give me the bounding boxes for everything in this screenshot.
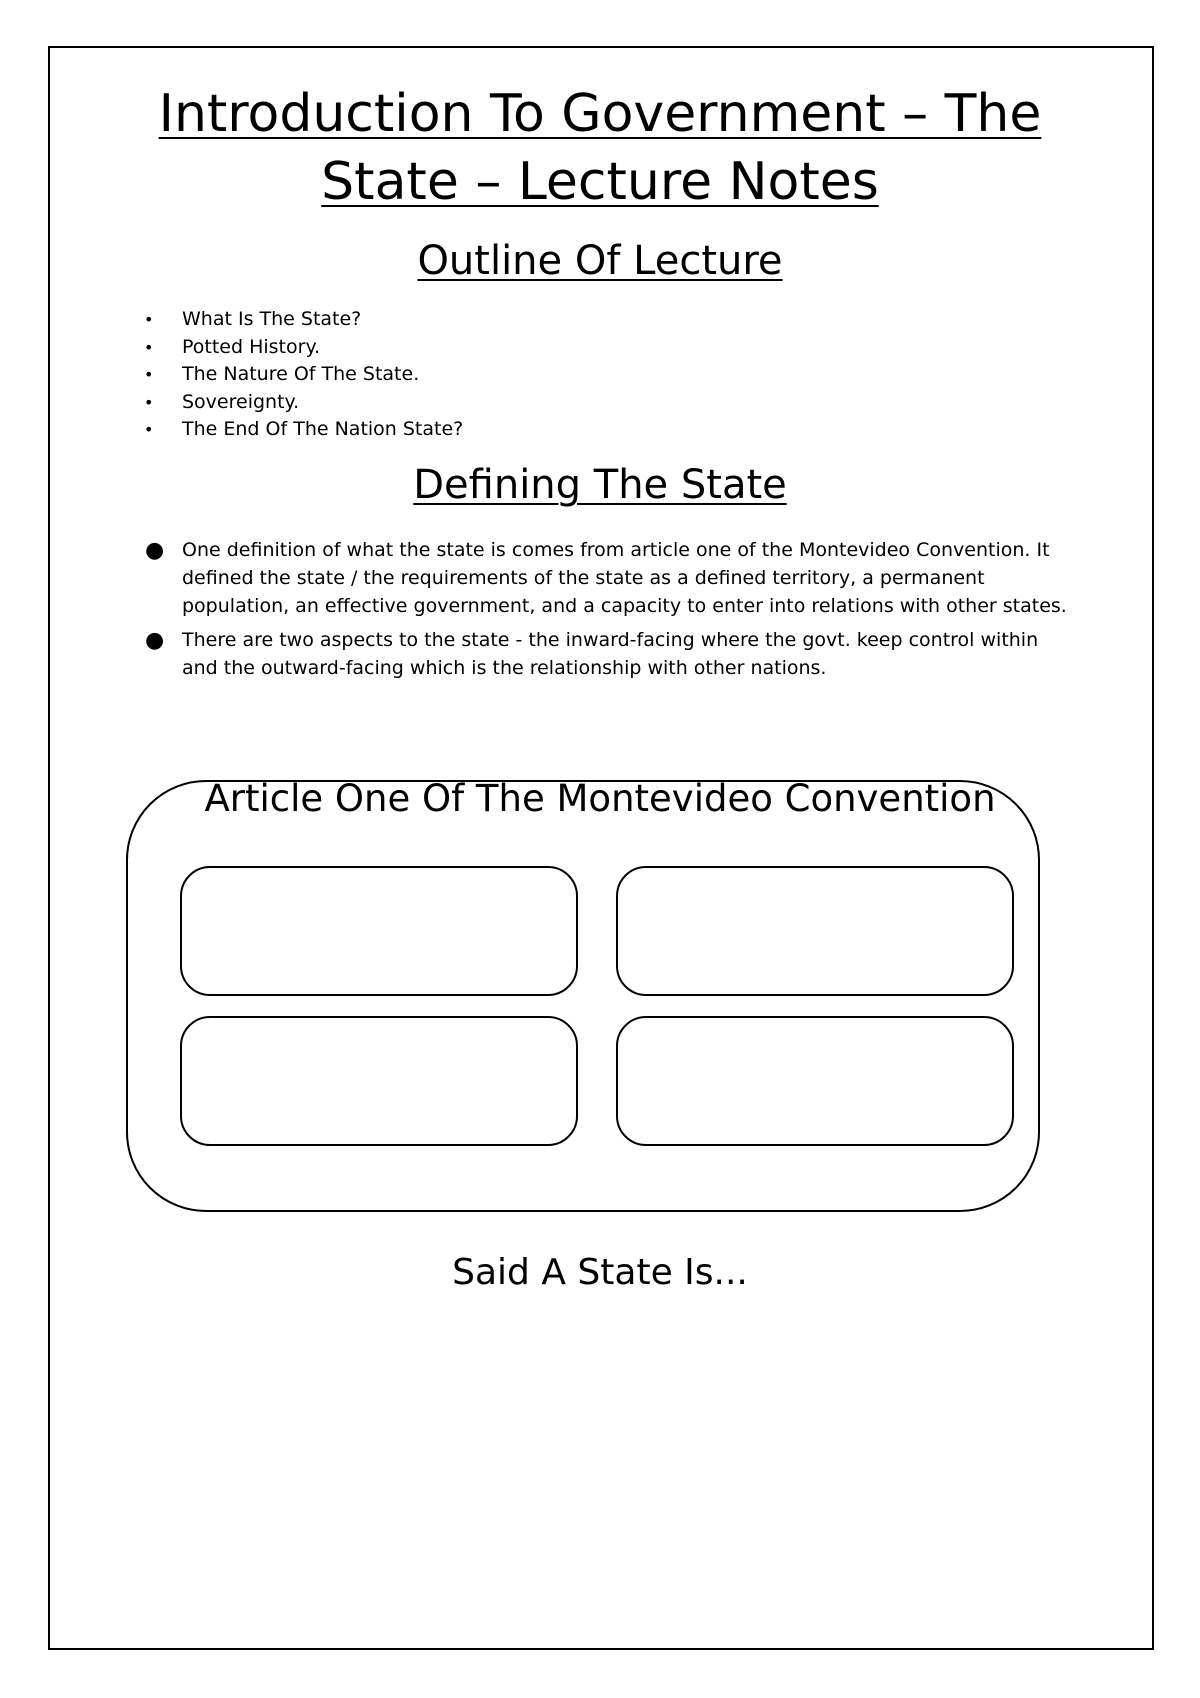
- definition-point: [140, 626, 1070, 682]
- bullet-icon: •: [144, 365, 154, 384]
- outline-item-text: Sovereignty.: [182, 390, 300, 413]
- convention-diagram-title: Article One Of The Montevideo Convention: [204, 777, 996, 820]
- requirement-box-1: [180, 866, 578, 996]
- bullet-icon: •: [144, 310, 154, 329]
- outline-item: [140, 389, 1040, 417]
- requirement-box-2: [616, 866, 1014, 996]
- document-title-line-2: State – Lecture Notes: [321, 152, 879, 212]
- outline-item: [140, 306, 1040, 334]
- bullet-icon: •: [144, 392, 154, 412]
- requirement-box-4: [616, 1016, 1014, 1146]
- defining-heading: Defining The State: [413, 462, 787, 508]
- bullet-icon: •: [144, 420, 154, 439]
- definition-point: [140, 536, 1070, 620]
- document-title-line-1: Introduction To Government – The: [158, 84, 1042, 144]
- outline-list: [140, 306, 1040, 444]
- bullet-icon: •: [144, 337, 154, 357]
- bullet-icon: ●: [145, 628, 165, 653]
- outline-item-text: The Nature Of The State.: [182, 363, 420, 385]
- outline-heading: Outline Of Lecture: [417, 238, 783, 284]
- definition-list: [140, 536, 1070, 688]
- document-title: [60, 80, 1140, 216]
- outline-item: [140, 361, 1040, 389]
- outline-item: [140, 334, 1040, 362]
- definition-point-text: One definition of what the state is comes from article one of the Montevideo Convention. It defined the state / the requirements of the state as a defined territory, a permanent population, an effective government, and a capacity to enter into relations with other states.: [182, 539, 1067, 617]
- diagram-caption: Said A State Is...: [452, 1252, 748, 1293]
- outline-item-text: What Is The State?: [182, 308, 362, 330]
- outline-item-text: Potted History.: [182, 335, 321, 358]
- convention-diagram-frame: [126, 780, 1040, 1212]
- outline-item: [140, 416, 1040, 444]
- outline-item-text: The End Of The Nation State?: [182, 418, 464, 440]
- bullet-icon: ●: [145, 538, 165, 563]
- definition-point-text: There are two aspects to the state - the inward-facing where the govt. keep control within and the outward-facing which is the relationship with other nations.: [182, 629, 1039, 679]
- requirement-box-3: [180, 1016, 578, 1146]
